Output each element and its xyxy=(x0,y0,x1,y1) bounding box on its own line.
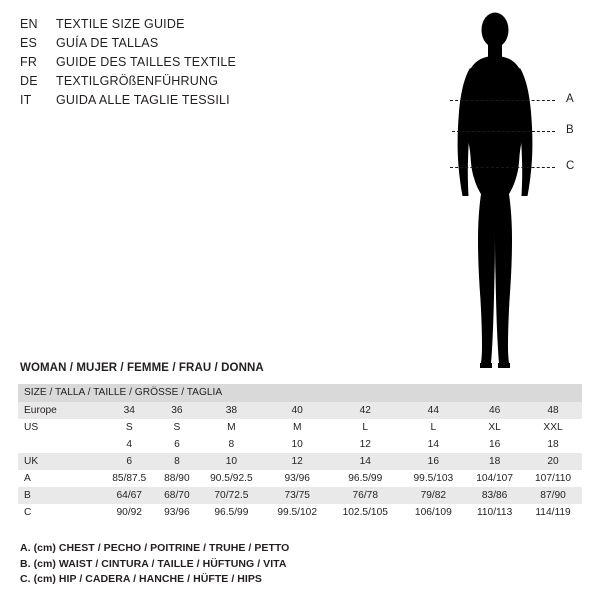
table-cell: 18 xyxy=(465,453,524,470)
note-b: B. (cm) WAIST / CINTURA / TAILLE / HÜFTUNG / VITA xyxy=(20,557,287,570)
language-title: TEXTILE SIZE GUIDE xyxy=(56,17,185,31)
table-cell: S xyxy=(156,419,197,436)
table-cell: 36 xyxy=(156,402,197,419)
table-cell: 96.5/99 xyxy=(329,470,402,487)
table-cell: XXL xyxy=(524,419,582,436)
table-cell: 110/113 xyxy=(465,504,524,521)
table-cell: 38 xyxy=(197,402,265,419)
table-cell: 99.5/103 xyxy=(402,470,466,487)
table-cell: 8 xyxy=(197,436,265,453)
table-cell: 106/109 xyxy=(402,504,466,521)
language-code: DE xyxy=(20,74,38,88)
table-header-label: SIZE / TALLA / TAILLE / GRÖSSE / TAGLIA xyxy=(18,384,582,402)
table-cell: 6 xyxy=(156,436,197,453)
table-row xyxy=(18,453,582,470)
table-cell: 10 xyxy=(265,436,329,453)
table-cell: L xyxy=(329,419,402,436)
table-cell: 85/87.5 xyxy=(102,470,156,487)
measure-line-b xyxy=(452,131,555,132)
table-cell: 6 xyxy=(102,453,156,470)
table-cell: 14 xyxy=(402,436,466,453)
table-cell: 20 xyxy=(524,453,582,470)
table-cell: 14 xyxy=(329,453,402,470)
measure-label-a: A xyxy=(566,93,574,105)
measure-line-a xyxy=(450,100,555,101)
language-row xyxy=(20,36,320,54)
table-cell: 90/92 xyxy=(102,504,156,521)
row-label: B xyxy=(18,487,102,504)
female-body-silhouette-icon xyxy=(435,8,555,373)
table-cell: 8 xyxy=(156,453,197,470)
language-row xyxy=(20,17,320,35)
table-cell: 18 xyxy=(524,436,582,453)
table-cell: S xyxy=(102,419,156,436)
table-cell: 42 xyxy=(329,402,402,419)
table-cell: L xyxy=(402,419,466,436)
table-cell: 46 xyxy=(465,402,524,419)
measure-label-b: B xyxy=(566,124,574,136)
table-row xyxy=(18,419,582,436)
table-cell: 48 xyxy=(524,402,582,419)
table-cell: 73/75 xyxy=(265,487,329,504)
table-cell: M xyxy=(197,419,265,436)
table-cell: 76/78 xyxy=(329,487,402,504)
table-cell: 12 xyxy=(265,453,329,470)
language-row xyxy=(20,74,320,92)
table-cell: 79/82 xyxy=(402,487,466,504)
size-table xyxy=(18,384,582,521)
table-cell: 93/96 xyxy=(265,470,329,487)
table-cell: 44 xyxy=(402,402,466,419)
table-cell: 68/70 xyxy=(156,487,197,504)
row-label xyxy=(18,436,102,453)
language-code: EN xyxy=(20,17,38,31)
table-row xyxy=(18,487,582,504)
table-cell: 83/86 xyxy=(465,487,524,504)
body-figure-area xyxy=(380,8,595,373)
table-cell: 34 xyxy=(102,402,156,419)
language-title: TEXTILGRÖßENFÜHRUNG xyxy=(56,74,219,88)
table-header-row xyxy=(18,384,582,402)
row-label: Europe xyxy=(18,402,102,419)
language-code: FR xyxy=(20,55,38,69)
table-cell: 70/72.5 xyxy=(197,487,265,504)
table-cell: 4 xyxy=(102,436,156,453)
table-cell: XL xyxy=(465,419,524,436)
language-title-list xyxy=(20,17,320,112)
table-cell: 16 xyxy=(465,436,524,453)
note-a: A. (cm) CHEST / PECHO / POITRINE / TRUHE / PETTO xyxy=(20,542,290,554)
row-label: A xyxy=(18,470,102,487)
language-row xyxy=(20,93,320,111)
language-row xyxy=(20,55,320,73)
language-title: GUÍA DE TALLAS xyxy=(56,36,159,50)
table-row xyxy=(18,436,582,453)
row-label: UK xyxy=(18,453,102,470)
table-cell: 10 xyxy=(197,453,265,470)
table-cell: 107/110 xyxy=(524,470,582,487)
table-cell: 99.5/102 xyxy=(265,504,329,521)
table-cell: 64/67 xyxy=(102,487,156,504)
table-cell: 93/96 xyxy=(156,504,197,521)
language-code: ES xyxy=(20,36,38,50)
language-title: GUIDA ALLE TAGLIE TESSILI xyxy=(56,93,230,107)
measure-label-c: C xyxy=(566,160,575,172)
table-cell: 87/90 xyxy=(524,487,582,504)
table-cell: 12 xyxy=(329,436,402,453)
table-row xyxy=(18,470,582,487)
table-cell: 16 xyxy=(402,453,466,470)
table-cell: 102.5/105 xyxy=(329,504,402,521)
table-cell: M xyxy=(265,419,329,436)
language-code: IT xyxy=(20,93,32,107)
table-cell: 40 xyxy=(265,402,329,419)
section-title: WOMAN / MUJER / FEMME / FRAU / DONNA xyxy=(20,362,264,374)
table-cell: 90.5/92.5 xyxy=(197,470,265,487)
table-cell: 114/119 xyxy=(524,504,582,521)
measurement-notes xyxy=(20,541,580,588)
measure-line-c xyxy=(450,167,555,168)
table-cell: 104/107 xyxy=(465,470,524,487)
table-cell: 96.5/99 xyxy=(197,504,265,521)
language-title: GUIDE DES TAILLES TEXTILE xyxy=(56,55,237,69)
row-label: C xyxy=(18,504,102,521)
table-row xyxy=(18,504,582,521)
table-row xyxy=(18,402,582,419)
row-label: US xyxy=(18,419,102,436)
table-cell: 88/90 xyxy=(156,470,197,487)
note-c: C. (cm) HIP / CADERA / HANCHE / HÜFTE / HIPS xyxy=(20,573,262,585)
